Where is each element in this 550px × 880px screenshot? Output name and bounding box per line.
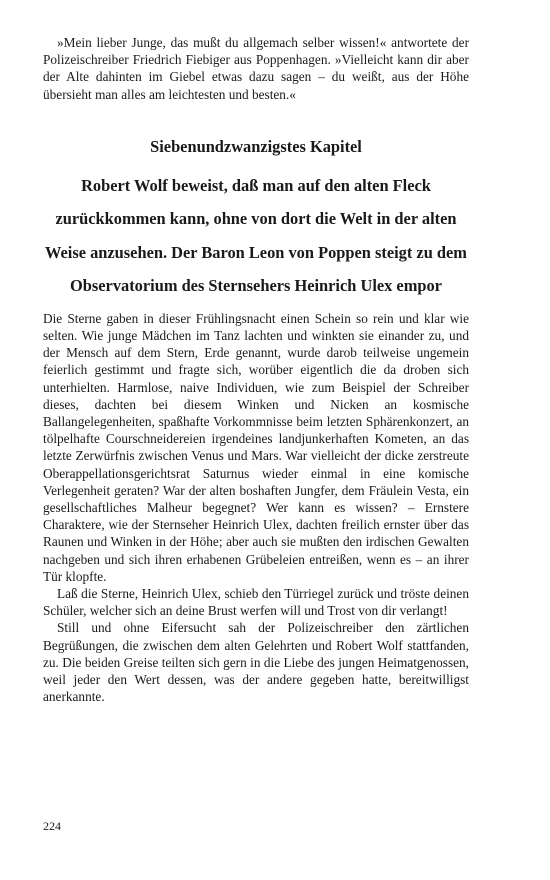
page-number: 224: [43, 819, 61, 833]
page-body: [43, 34, 469, 705]
chapter-number: Siebenundzwanzigstes Kapitel: [150, 136, 362, 156]
opening-paragraph: »Mein lieber Junge, das mußt du allgemach selber wissen!« antwortete der Polizeischreiber Friedrich Fiebiger aus Poppenhagen. »Vielleicht kann dir aber der Alte dahinten im Giebel etwas dazu sagen – du weißt, aus der Höhe übersieht man alles am leichtesten und besten.«: [43, 35, 469, 102]
chapter-title: Robert Wolf beweist, daß man auf den alten Fleck zurückkommen kann, ohne von dort die Welt in der alten Weise anzusehen. Der Baron Leon von Poppen steigt zu dem Observatorium des Sternsehers Heinrich Ulex empor: [45, 175, 467, 296]
paragraph-1: Die Sterne gaben in dieser Frühlingsnacht einen Schein so rein und klar wie selten. Wie junge Mädchen im Tanz lachten und winkten sie einander zu, und der Mensch auf dem Stern, Erde genannt, wurde darob teilweise ungemein feierlich gestimmt und fragte sich, worüber eigentlich die da droben sich unterhielten. Harmlose, naive Individuen, wie zum Beispiel der Schreiber dieses, dachten bei diesem Winken und Nicken an kosmische Ballangelegenheiten, spaßhafte Vorkommnisse beim letzten Sphärenkonzert, an tölpelhafte Courschneidereien irgendeines landjunkerhaften Kometen, an das letzte Zerwürfnis zwischen Venus und Mars. War vielleicht der dicke zerstreute Oberappellationsgerichtsrat Saturnus wieder einmal in eine komische Verlegenheit geraten? War der alten boshaften Jungfer, dem Fräulein Vesta, ein gesellschaftliches Malheur begegnet? Wer kann es wissen? – Ernstere Charaktere, wie der Sternseher Heinrich Ulex, dachten freilich ernster über das Raunen und Winken in der Höhe; aber auch sie mußten den irdischen Gewalten nachgeben und sich ihren erhabenen Grübeleien entreißen, wenn es – an ihrer Tür klopfte.: [43, 310, 469, 584]
paragraph-3: Still und ohne Eifersucht sah der Polizeischreiber den zärtlichen Begrüßungen, die zwischen dem alten Gelehrten und Robert Wolf stattfanden, zu. Die beiden Greise teilten sich gern in die Liebe des jungen Heimatgenossen, weil jeder den Wert dessen, was der andere gegeben hatte, bereitwilligst anerkannte.: [43, 620, 469, 705]
paragraph-2: Laß die Sterne, Heinrich Ulex, schieb den Türriegel zurück und tröste deinen Schüler, welcher sich an deine Brust werfen will und Trost von dir verlangt!: [43, 586, 469, 619]
